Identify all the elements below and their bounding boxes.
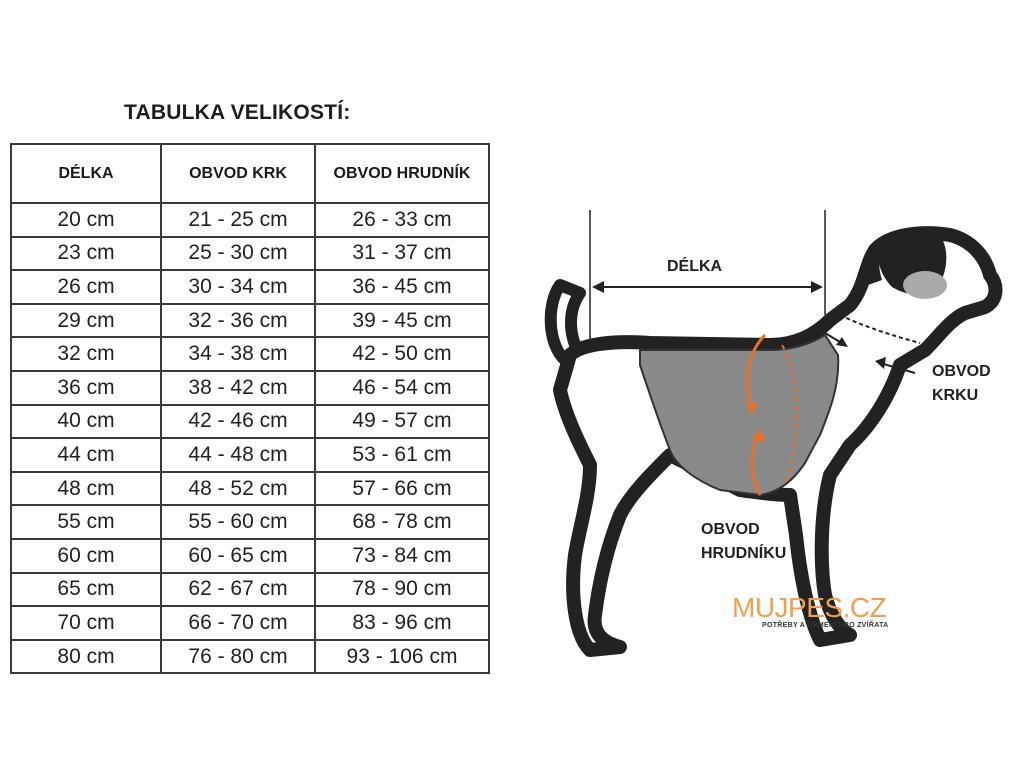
logo-text: MUJPES.CZ bbox=[732, 592, 887, 623]
cell-chest: 42 - 50 cm bbox=[315, 337, 489, 371]
dog-silhouette-icon bbox=[551, 232, 996, 650]
table-row bbox=[11, 505, 489, 539]
cell-length: 60 cm bbox=[11, 539, 161, 573]
mujpes-logo bbox=[732, 592, 912, 636]
cell-length: 70 cm bbox=[11, 606, 161, 640]
size-table bbox=[10, 143, 490, 674]
cell-chest: 49 - 57 cm bbox=[315, 405, 489, 439]
cell-length: 55 cm bbox=[11, 505, 161, 539]
cell-length: 20 cm bbox=[11, 203, 161, 237]
table-row bbox=[11, 405, 489, 439]
header-chest: OBVOD HRUDNÍK bbox=[315, 144, 489, 203]
cell-neck: 25 - 30 cm bbox=[161, 237, 315, 271]
cell-chest: 68 - 78 cm bbox=[315, 505, 489, 539]
table-row bbox=[11, 203, 489, 237]
cell-length: 65 cm bbox=[11, 573, 161, 607]
size-table-body bbox=[11, 203, 489, 673]
cell-neck: 44 - 48 cm bbox=[161, 438, 315, 472]
table-row bbox=[11, 304, 489, 338]
table-row bbox=[11, 573, 489, 607]
cell-length: 29 cm bbox=[11, 304, 161, 338]
cell-neck: 38 - 42 cm bbox=[161, 371, 315, 405]
cell-length: 36 cm bbox=[11, 371, 161, 405]
table-header-row bbox=[11, 144, 489, 203]
cell-chest: 93 - 106 cm bbox=[315, 640, 489, 674]
cell-chest: 53 - 61 cm bbox=[315, 438, 489, 472]
cell-length: 23 cm bbox=[11, 237, 161, 271]
cell-chest: 39 - 45 cm bbox=[315, 304, 489, 338]
cell-neck: 55 - 60 cm bbox=[161, 505, 315, 539]
cell-neck: 48 - 52 cm bbox=[161, 472, 315, 506]
cell-length: 80 cm bbox=[11, 640, 161, 674]
cell-neck: 76 - 80 cm bbox=[161, 640, 315, 674]
cell-length: 44 cm bbox=[11, 438, 161, 472]
table-row bbox=[11, 640, 489, 674]
cell-length: 32 cm bbox=[11, 337, 161, 371]
table-row bbox=[11, 472, 489, 506]
neck-label-line2: KRKU bbox=[932, 387, 979, 404]
table-row bbox=[11, 237, 489, 271]
cell-chest: 57 - 66 cm bbox=[315, 472, 489, 506]
cell-neck: 32 - 36 cm bbox=[161, 304, 315, 338]
cell-chest: 31 - 37 cm bbox=[315, 237, 489, 271]
cell-length: 40 cm bbox=[11, 405, 161, 439]
cell-length: 48 cm bbox=[11, 472, 161, 506]
cell-chest: 83 - 96 cm bbox=[315, 606, 489, 640]
cell-length: 26 cm bbox=[11, 270, 161, 304]
cell-chest: 46 - 54 cm bbox=[315, 371, 489, 405]
cell-chest: 36 - 45 cm bbox=[315, 270, 489, 304]
page-title: TABULKA VELIKOSTÍ: bbox=[124, 101, 351, 124]
table-row bbox=[11, 438, 489, 472]
cell-neck: 66 - 70 cm bbox=[161, 606, 315, 640]
table-row bbox=[11, 371, 489, 405]
chest-label-line1: OBVOD bbox=[701, 521, 760, 538]
header-neck: OBVOD KRK bbox=[161, 144, 315, 203]
cell-chest: 78 - 90 cm bbox=[315, 573, 489, 607]
cell-neck: 60 - 65 cm bbox=[161, 539, 315, 573]
cell-neck: 42 - 46 cm bbox=[161, 405, 315, 439]
table-row bbox=[11, 270, 489, 304]
table-row bbox=[11, 606, 489, 640]
header-length: DÉLKA bbox=[11, 144, 161, 203]
cell-chest: 73 - 84 cm bbox=[315, 539, 489, 573]
cell-chest: 26 - 33 cm bbox=[315, 203, 489, 237]
length-label: DÉLKA bbox=[667, 258, 723, 275]
cell-neck: 30 - 34 cm bbox=[161, 270, 315, 304]
logo-tagline: POTŘEBY A KRMENÍ PRO ZVÍŘATA bbox=[762, 622, 889, 629]
cell-neck: 62 - 67 cm bbox=[161, 573, 315, 607]
chest-label-line2: HRUDNÍKU bbox=[701, 545, 787, 562]
table-row bbox=[11, 337, 489, 371]
cell-neck: 34 - 38 cm bbox=[161, 337, 315, 371]
cell-neck: 21 - 25 cm bbox=[161, 203, 315, 237]
neck-label-line1: OBVOD bbox=[932, 363, 991, 380]
table-row bbox=[11, 539, 489, 573]
